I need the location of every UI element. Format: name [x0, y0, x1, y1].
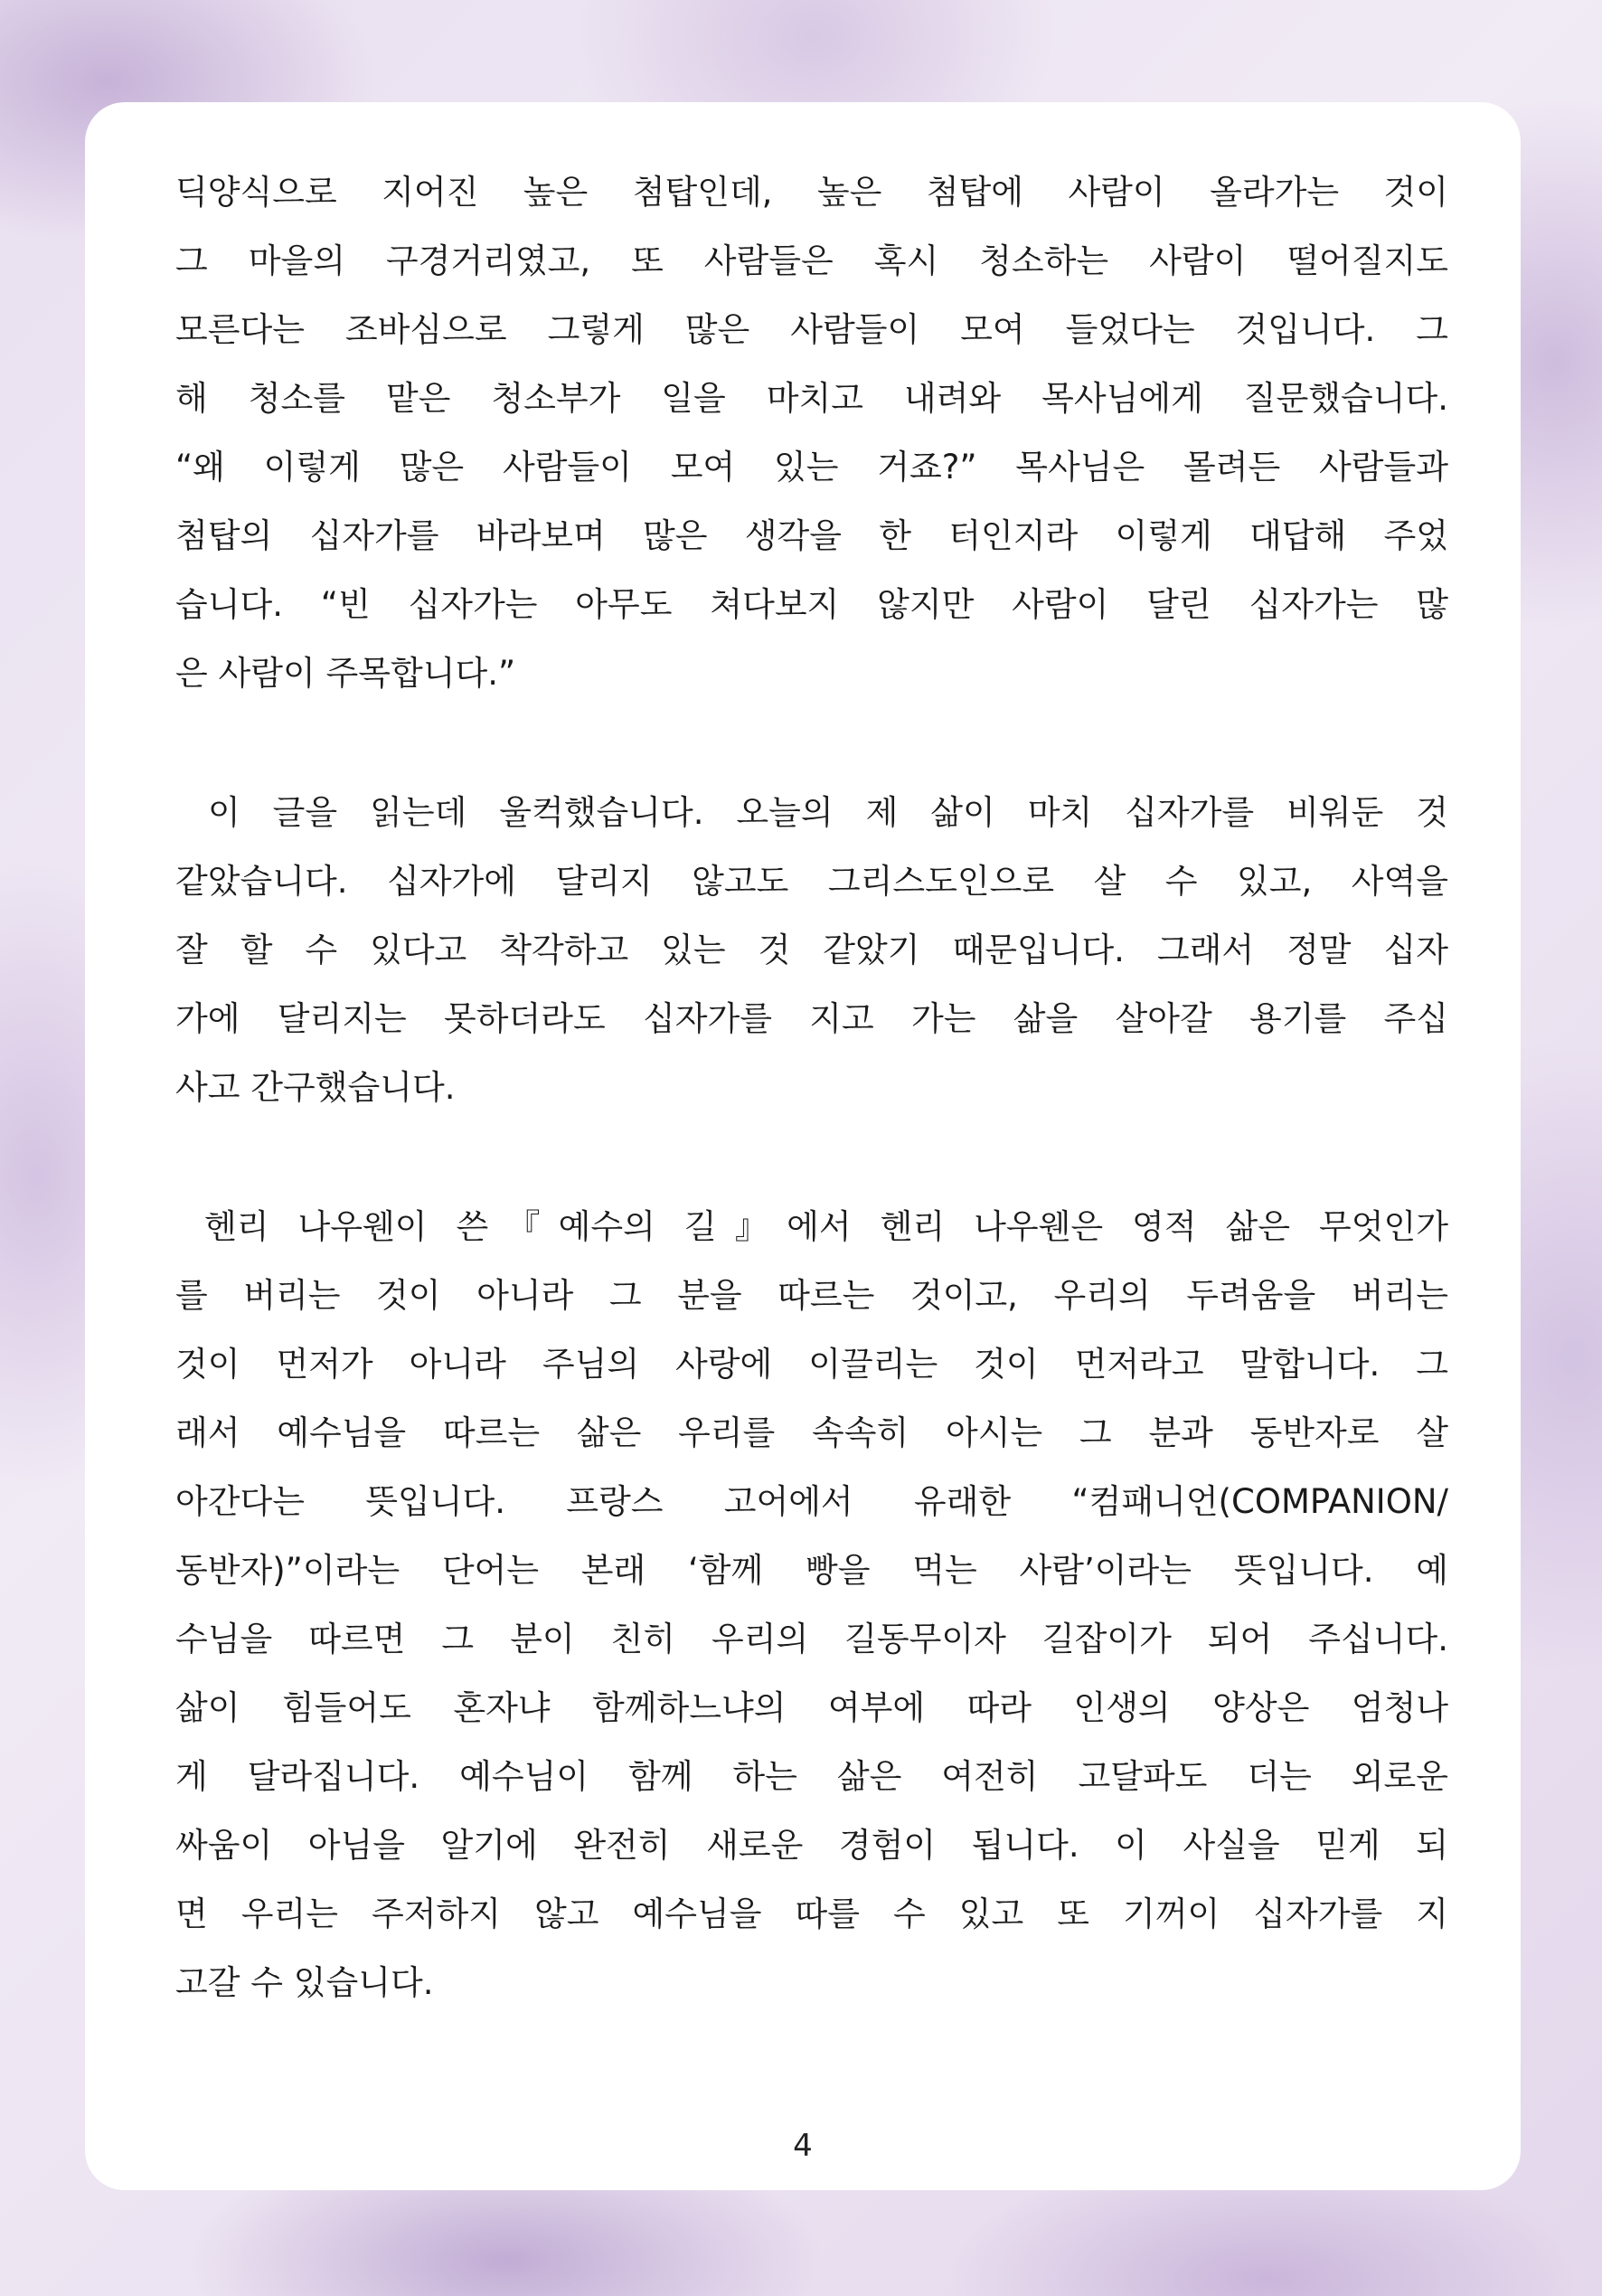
text-line: 같았습니다. 십자가에 달리지 않고도 그리스도인으로 살 수 있고, 사역을 [175, 862, 1448, 901]
body-text [175, 158, 1448, 2088]
paragraph-3 [175, 1193, 1448, 2017]
text-line: “왜 이렇게 많은 사람들이 모여 있는 거죠?” 목사님은 몰려든 사람들과 [175, 448, 1448, 487]
page-card [85, 102, 1521, 2190]
text-line: 헨리 나우웬이 쓴『예수의 길』에서 헨리 나우웬은 영적 삶은 무엇인가 [175, 1207, 1448, 1246]
text-line: 그 마을의 구경거리였고, 또 사람들은 혹시 청소하는 사람이 떨어질지도 [175, 241, 1448, 280]
text-line: 수님을 따르면 그 분이 친히 우리의 길동무이자 길잡이가 되어 주십니다. [175, 1620, 1448, 1658]
text-line: 것이 먼저가 아니라 주님의 사랑에 이끌리는 것이 먼저라고 말합니다. 그 [175, 1345, 1448, 1384]
text-line: 동반자)”이라는 단어는 본래 ‘함께 빵을 먹는 사람’이라는 뜻입니다. 예 [175, 1551, 1448, 1590]
text-line: 를 버리는 것이 아니라 그 분을 따르는 것이고, 우리의 두려움을 버리는 [175, 1276, 1448, 1315]
text-line: 이 글을 읽는데 울컥했습니다. 오늘의 제 삶이 마치 십자가를 비워둔 것 [175, 793, 1448, 832]
text-line: 잘 할 수 있다고 착각하고 있는 것 같았기 때문입니다. 그래서 정말 십자 [175, 931, 1448, 969]
page-number: 4 [793, 2128, 813, 2164]
text-line: 면 우리는 주저하지 않고 예수님을 따를 수 있고 또 기꺼이 십자가를 지 [175, 1894, 1448, 1933]
text-line: 해 청소를 맡은 청소부가 일을 마치고 내려와 목사님에게 질문했습니다. [175, 379, 1448, 418]
text-line: 가에 달리지는 못하더라도 십자가를 지고 가는 삶을 살아갈 용기를 주십 [175, 999, 1448, 1038]
text-line: 싸움이 아님을 알기에 완전히 새로운 경험이 됩니다. 이 사실을 믿게 되 [175, 1826, 1448, 1865]
text-line: 아간다는 뜻입니다. 프랑스 고어에서 유래한 “컴패니언(COMPANION/ [175, 1482, 1448, 1521]
text-line: 삶이 힘들어도 혼자냐 함께하느냐의 여부에 따라 인생의 양상은 엄청나 [175, 1688, 1448, 1727]
paragraph-2 [175, 779, 1448, 1122]
text-line: 모른다는 조바심으로 그렇게 많은 사람들이 모여 들었다는 것입니다. 그 [175, 310, 1448, 349]
text-line: 습니다. “빈 십자가는 아무도 쳐다보지 않지만 사람이 달린 십자가는 많 [175, 585, 1448, 624]
text-line: 래서 예수님을 따르는 삶은 우리를 속속히 아시는 그 분과 동반자로 살 [175, 1413, 1448, 1452]
text-line: 게 달라집니다. 예수님이 함께 하는 삶은 여전히 고달파도 더는 외로운 [175, 1757, 1448, 1796]
text-line: 고갈 수 있습니다. [175, 1963, 434, 2002]
text-line: 딕양식으로 지어진 높은 첨탑인데, 높은 첨탑에 사람이 올라가는 것이 [175, 173, 1448, 212]
paragraph-1 [175, 158, 1448, 708]
text-line: 사고 간구했습니다. [175, 1068, 456, 1107]
text-line: 은 사람이 주목합니다.” [175, 654, 516, 693]
text-line: 첨탑의 십자가를 바라보며 많은 생각을 한 터인지라 이렇게 대답해 주었 [175, 516, 1448, 555]
